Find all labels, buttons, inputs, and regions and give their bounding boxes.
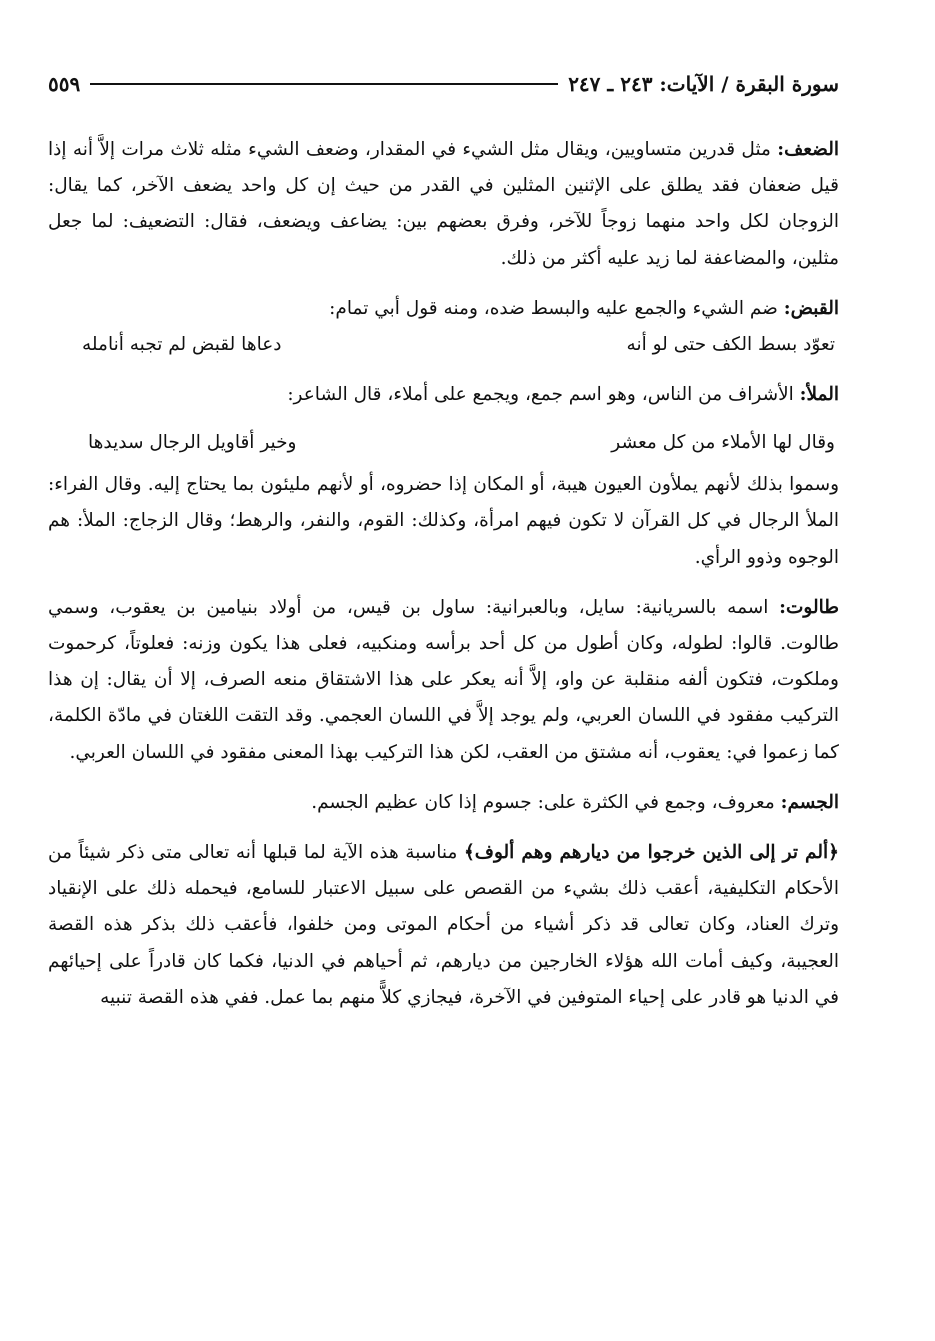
commentary-paragraph [48, 835, 839, 1016]
entry-qabd [48, 291, 839, 327]
entry-talut [48, 590, 839, 771]
entry-term: الجسم: [780, 791, 839, 813]
poem-verse [48, 327, 839, 363]
entry-text: الأشراف من الناس، وهو اسم جمع، ويجمع على أملاء، قال الشاعر: [287, 384, 794, 406]
entry-text: ضم الشيء والجمع عليه والبسط ضده، ومنه قول أبي تمام: [329, 297, 778, 319]
page-header [48, 62, 839, 106]
entry-dhuf [48, 132, 839, 277]
running-title: سورة البقرة / الآيات: ٢٤٣ ـ ٢٤٧ [568, 72, 839, 96]
verse-hemistich-first: تعوّد بسط الكف حتى لو أنه [626, 334, 835, 356]
poem-verse [48, 425, 839, 461]
entry-mala-continued: وسموا بذلك لأنهم يملأون العيون هيبة، أو المكان إذا حضروه، أو لأنهم مليئون بما يحتاج إليه. وقال الفراء: الملأ الرجال في كل القرآن لا تكون فيهم امرأة، وكذلك: القوم، والنفر، والرهط؛ وقال الزجاج: الملأ: هم الوجوه وذوو الرأي. [48, 474, 839, 568]
commentary-text: مناسبة هذه الآية لما قبلها أنه تعالى متى ذكر شيئاً من الأحكام التكليفية، أعقب ذلك بشيء من القصص على سبيل الاعتبار للسامع، فيحمله ذلك على الإنقياد وترك العناد، وكان تعالى قد ذكر أشياء من أحكام الموتى ومن خلفوا، فأعقب ذلك بذكر هذه القصة العجيبة، وكيف أمات الله هؤلاء الخارجين من ديارهم، ثم أحياهم في الدنيا، فكما كان قادراً على إحيائهم في الدنيا هو قادر على إحياء المتوفين في الآخرة، فيجازي كلاًّ منهم بما عمل. ففي هذه القصة تنبيه [48, 842, 839, 1008]
verse-hemistich-first: وقال لها الأملاء من كل معشر [611, 432, 835, 454]
entry-text: اسمه بالسريانية: سايل، وبالعبرانية: ساول بن قيس، من أولاد بنيامين بن يعقوب، وسمي طالوت. قالوا: لطوله، وكان أطول من كل أحد برأسه ومنكبيه، فعلى هذا يكون وزنه: فعلوتاً، كرحموت وملكوت، فتكون ألفه منقلبة عن واو، إلاَّ أنه يعكر على هذا الاشتقاق منعه الصرف، إلا أن يقال: إن هذا التركيب مفقود في اللسان العربي، ولم يوجد إلاَّ في اللسان العجمي. وقد التقت اللغتان في مادّة الكلمة، كما زعموا في: يعقوب، أنه مشتق من العقب، لكن هذا التركيب بهذا المعنى مفقود في اللسان العربي. [48, 596, 839, 763]
header-rule [90, 83, 558, 85]
entry-text: معروف، وجمع في الكثرة على: جسوم إذا كان عظيم الجسم. [311, 791, 775, 813]
entry-mala [48, 377, 839, 413]
entry-text: مثل قدرين متساويين، ويقال مثل الشيء في المقدار، وضعف الشيء مثله ثلاث مرات إلاَّ أنه إذا قيل ضعفان فقد يطلق على الإثنين المثلين في القدر من حيث إن كل واحد يضعف الآخر، كما يقال: الزوجان لكل واحد منهما زوجاً للآخر، وفرق بعضهم بين: يضاعف ويضعف، فقال: التضعيف: لما جعل مثلين، والمضاعفة لما زيد عليه أكثر من ذلك. [48, 139, 839, 269]
entry-jism [48, 785, 839, 821]
verse-hemistich-second: وخير أقاويل الرجال سديدها [88, 432, 297, 454]
page-number: ٥٥٩ [48, 72, 81, 96]
entry-term: القبض: [783, 297, 839, 319]
entry-term: الضعف: [777, 139, 839, 160]
quranic-quote: ﴿ألم تر إلى الذين خرجوا من ديارهم وهم ألوف﴾ [463, 842, 839, 864]
entry-term: طالوت: [779, 596, 839, 618]
entry-term: الملأ: [799, 384, 839, 406]
verse-hemistich-second: دعاها لقبض لم تجبه أنامله [82, 334, 282, 356]
